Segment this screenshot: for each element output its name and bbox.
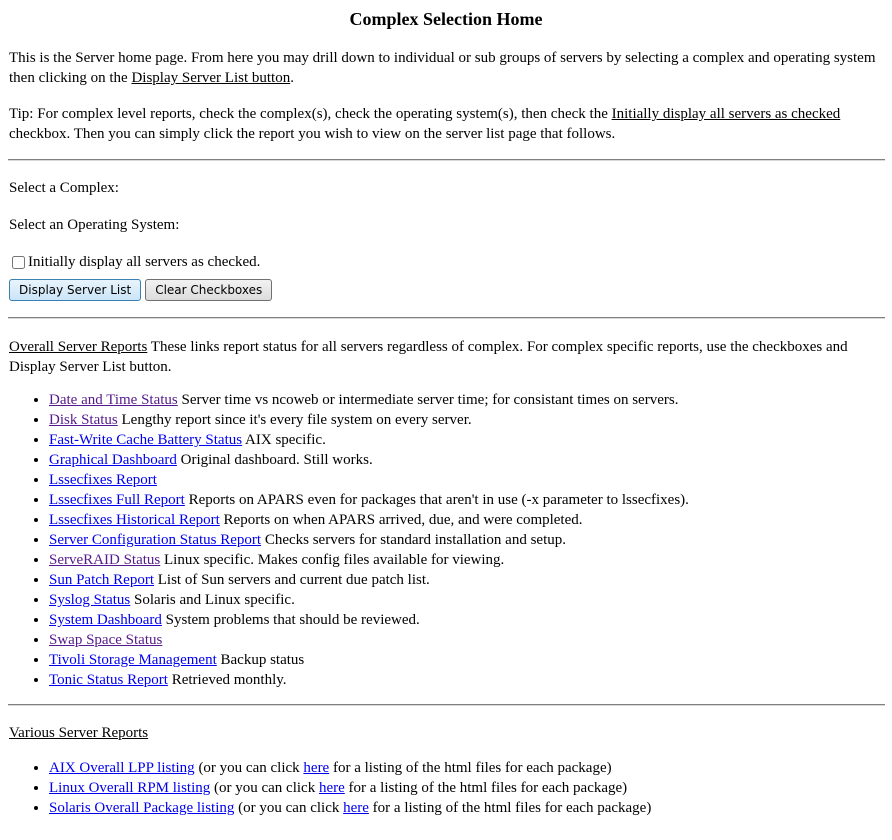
divider	[8, 317, 885, 319]
swap-space-status-link[interactable]: Swap Space Status	[49, 632, 163, 648]
list-item	[49, 510, 883, 530]
report-description: Retrieved monthly.	[167, 672, 287, 688]
list-item	[49, 470, 883, 490]
report-description: Linux specific. Makes config files available for viewing.	[160, 552, 505, 568]
item-text: (or you can click	[234, 800, 344, 816]
report-description: Server time vs ncoweb or intermediate server time; for consistant times on servers.	[177, 392, 679, 408]
tip-underlined: Initially display all servers as checked	[611, 106, 841, 122]
list-item	[49, 390, 883, 410]
list-item	[49, 430, 883, 450]
report-description: AIX specific.	[242, 432, 326, 448]
aix-here-link[interactable]: here	[303, 760, 330, 776]
clear-checkboxes-button[interactable]: Clear Checkboxes	[145, 279, 272, 301]
date-time-status-link[interactable]: Date and Time Status	[49, 392, 178, 408]
item-text: (or you can click	[194, 760, 304, 776]
solaris-package-listing-link[interactable]: Solaris Overall Package listing	[49, 800, 235, 816]
intro-text-end: .	[290, 70, 294, 86]
linux-rpm-listing-link[interactable]: Linux Overall RPM listing	[49, 780, 211, 796]
intro-underlined: Display Server List button	[131, 70, 291, 86]
page-title: Complex Selection Home	[349, 9, 543, 29]
lssecfixes-historical-report-link[interactable]: Lssecfixes Historical Report	[49, 512, 220, 528]
item-text: (or you can click	[210, 780, 319, 796]
report-description: Reports on when APARS arrived, due, and were completed.	[219, 512, 583, 528]
aix-lpp-listing-link[interactable]: AIX Overall LPP listing	[49, 760, 195, 776]
tonic-status-report-link[interactable]: Tonic Status Report	[49, 672, 168, 688]
item-text: for a listing of the html files for each package)	[329, 760, 612, 776]
sun-patch-report-link[interactable]: Sun Patch Report	[49, 572, 154, 588]
system-dashboard-link[interactable]: System Dashboard	[49, 612, 162, 628]
graphical-dashboard-link[interactable]: Graphical Dashboard	[49, 452, 177, 468]
list-item	[49, 778, 883, 798]
list-item	[49, 530, 883, 550]
linux-here-link[interactable]: here	[318, 780, 345, 796]
report-description: Original dashboard. Still works.	[176, 452, 373, 468]
list-item	[49, 630, 883, 650]
intro-paragraph	[9, 48, 883, 88]
report-description: Backup status	[216, 652, 305, 668]
tip-paragraph	[9, 104, 883, 144]
server-configuration-status-link[interactable]: Server Configuration Status Report	[49, 532, 262, 548]
checkbox-label: Initially display all servers as checked.	[28, 254, 261, 270]
report-description: List of Sun servers and current due patch list.	[154, 572, 430, 588]
initially-checked-row	[9, 252, 883, 272]
list-item	[49, 450, 883, 470]
various-reports-heading-text: Various Server Reports	[9, 725, 149, 741]
list-item	[49, 758, 883, 778]
list-item	[49, 590, 883, 610]
page	[0, 8, 892, 818]
lssecfixes-report-link[interactable]: Lssecfixes Report	[49, 472, 157, 488]
disk-status-link[interactable]: Disk Status	[49, 412, 118, 428]
list-item	[49, 570, 883, 590]
tivoli-storage-management-link[interactable]: Tivoli Storage Management	[49, 652, 217, 668]
solaris-here-link[interactable]: here	[343, 800, 369, 816]
lssecfixes-full-report-link[interactable]: Lssecfixes Full Report	[49, 492, 185, 508]
overall-reports-list	[9, 390, 883, 690]
list-item	[49, 670, 883, 690]
item-text: for a listing of the html files for each package)	[344, 780, 628, 796]
overall-reports-heading: Overall Server Reports	[9, 339, 148, 355]
initially-checked-checkbox[interactable]	[12, 256, 25, 269]
tip-text: Tip: For complex level reports, check the complex(s), check the operating system(s), then check the	[9, 106, 612, 122]
divider	[8, 704, 885, 706]
list-item	[49, 410, 883, 430]
overall-reports-description: These links report status for all servers regardless of complex. For complex specific reports, use the checkboxes and Display Server List button.	[9, 339, 848, 375]
select-complex-label: Select a Complex:	[9, 180, 119, 196]
fast-write-cache-link[interactable]: Fast-Write Cache Battery Status	[49, 432, 243, 448]
serveraid-status-link[interactable]: ServeRAID Status	[49, 552, 161, 568]
overall-reports-paragraph	[9, 337, 883, 377]
report-description: System problems that should be reviewed.	[161, 612, 420, 628]
report-description: Solaris and Linux specific.	[130, 592, 295, 608]
select-os-label: Select an Operating System:	[9, 217, 180, 233]
divider	[8, 159, 885, 161]
list-item	[49, 798, 883, 818]
tip-text-end: checkbox. Then you can simply click the report you wish to view on the server list page that follows.	[9, 126, 616, 142]
display-server-list-button[interactable]: Display Server List	[9, 279, 141, 301]
report-description: Lengthy report since it's every file system on every server.	[117, 412, 472, 428]
syslog-status-link[interactable]: Syslog Status	[49, 592, 131, 608]
report-description: Checks servers for standard installation and setup.	[261, 532, 566, 548]
list-item	[49, 610, 883, 630]
various-reports-heading	[9, 723, 883, 743]
list-item	[49, 490, 883, 510]
report-description: Reports on APARS even for packages that aren't in use (-x parameter to lssecfixes).	[184, 492, 689, 508]
list-item	[49, 650, 883, 670]
intro-text: This is the Server home page. From here you may drill down to individual or sub groups of servers by selecting a complex and operating system then clicking on the	[9, 50, 876, 86]
list-item	[49, 550, 883, 570]
item-text: for a listing of the html files for each package)	[368, 800, 652, 816]
various-reports-list	[9, 758, 883, 818]
button-row	[9, 279, 883, 303]
